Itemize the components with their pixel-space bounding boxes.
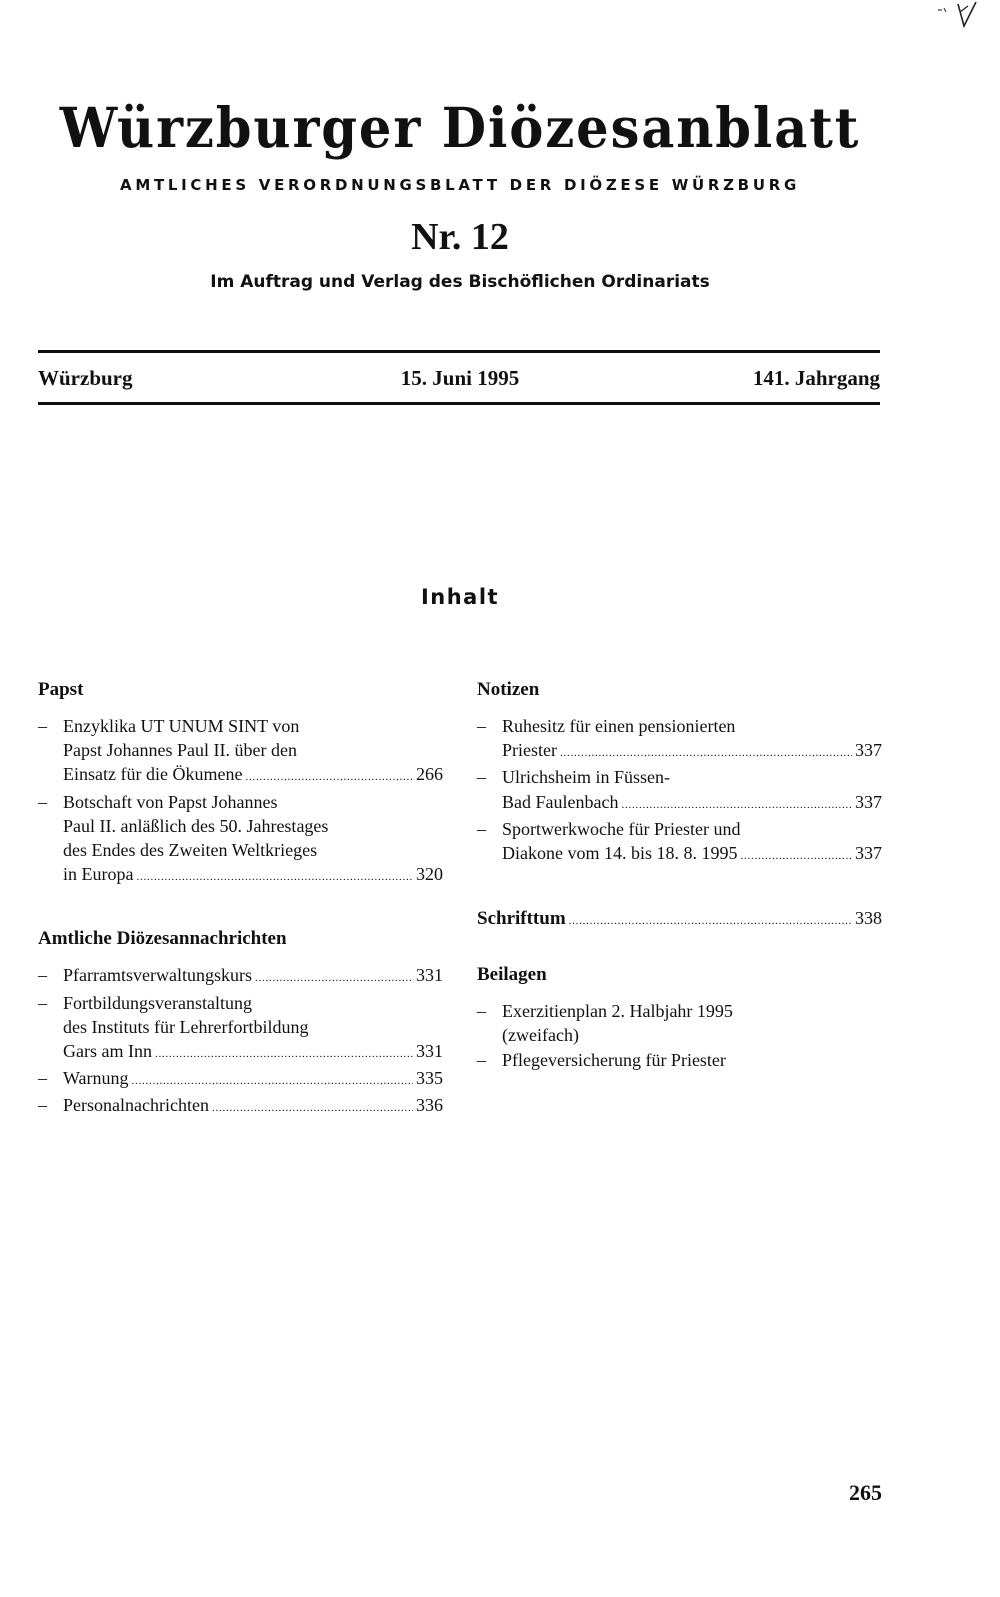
entry-page: 266 xyxy=(416,764,443,785)
issue-number: Nr. 12 xyxy=(411,216,509,258)
entry-page: 335 xyxy=(416,1068,443,1089)
entry-line: Ruhesitz für einen pensionierten xyxy=(502,716,736,736)
dateline-place: Würzburg xyxy=(38,366,133,390)
toc-entry xyxy=(38,991,443,1067)
page-number: 265 xyxy=(849,1480,882,1505)
section-beilagen-entries xyxy=(477,999,882,1072)
entry-line: Pflegeversicherung für Priester xyxy=(502,1049,726,1070)
entry-dash: – xyxy=(477,716,486,736)
toc-entry xyxy=(38,790,443,890)
entry-line: des Endes des Zweiten Weltkrieges xyxy=(63,840,318,861)
entry-dash: – xyxy=(38,1095,47,1116)
toc-entry xyxy=(38,963,443,990)
entry-dash: – xyxy=(38,992,47,1013)
entry-line: Einsatz für die Ökumene xyxy=(63,764,243,785)
dot-leader xyxy=(245,762,413,789)
entry-line: Warnung xyxy=(63,1068,129,1089)
dot-leader xyxy=(255,963,413,990)
entry-page: 336 xyxy=(416,1095,443,1116)
entry-dash: – xyxy=(477,1049,486,1070)
dot-leader xyxy=(560,738,852,765)
dot-leader xyxy=(212,1093,413,1120)
entry-dash: – xyxy=(477,818,486,839)
contents-heading: Inhalt xyxy=(420,585,500,609)
entry-line: Bad Faulenbach xyxy=(502,791,619,812)
entry-dash: – xyxy=(38,716,47,736)
section-notizen-entries xyxy=(477,714,882,868)
section-schrifttum xyxy=(477,906,882,933)
section-amtliche-entries xyxy=(38,963,443,1120)
entry-page: 337 xyxy=(855,791,882,812)
entry-line: Fortbildungsveranstaltung xyxy=(63,992,252,1013)
toc-entry xyxy=(477,714,882,765)
entry-line: Paul II. anläßlich des 50. Jahrestages xyxy=(63,815,329,836)
entry-page: 320 xyxy=(416,864,443,885)
publication-title: Würzburger Diözesanblatt xyxy=(59,95,861,160)
section-heading-beilagen: Beilagen xyxy=(477,964,547,986)
entry-line: Sportwerkwoche für Priester und xyxy=(502,818,741,839)
dot-leader xyxy=(621,790,852,817)
divider-bottom xyxy=(38,402,880,405)
entry-line: in Europa xyxy=(63,864,134,885)
entry-dash: – xyxy=(38,965,47,986)
dot-leader xyxy=(569,907,852,933)
toc-entry xyxy=(38,714,443,790)
toc-entry xyxy=(38,1066,443,1093)
section-heading-amtliche: Amtliche Diözesannachrichten xyxy=(38,928,287,950)
entry-dash: – xyxy=(38,791,47,812)
publisher-line: Im Auftrag und Verlag des Bischöflichen Ordinariats xyxy=(210,272,710,292)
section-heading-notizen: Notizen xyxy=(477,679,540,700)
dot-leader xyxy=(741,841,853,868)
entry-dash: – xyxy=(477,1001,486,1022)
dateline-date: 15. Juni 1995 xyxy=(400,366,520,390)
dot-leader xyxy=(136,862,413,889)
entry-line: Ulrichsheim in Füssen- xyxy=(502,767,670,788)
entry-line: Pfarramtsverwaltungskurs xyxy=(63,965,252,986)
entry-line: Priester xyxy=(502,740,557,761)
section-heading-papst: Papst xyxy=(38,679,84,700)
entry-line: des Instituts für Lehrerfortbildung xyxy=(63,1016,309,1037)
toc-entry xyxy=(477,765,882,816)
entry-dash: – xyxy=(477,767,486,788)
entry-line: Papst Johannes Paul II. über den xyxy=(63,740,297,761)
dot-leader xyxy=(155,1039,413,1066)
entry-line: Enzyklika UT UNUM SINT von xyxy=(63,716,300,736)
entry-page: 337 xyxy=(855,740,882,761)
toc-entry xyxy=(477,1048,882,1072)
contents-right-column xyxy=(477,678,882,1072)
entry-page: 331 xyxy=(416,965,443,986)
publication-subtitle: AMTLICHES VERORDNUNGSBLATT DER DIÖZESE WÜRZBURG xyxy=(120,176,800,194)
toc-entry xyxy=(38,1093,443,1120)
entry-line: Personalnachrichten xyxy=(63,1095,209,1116)
handwritten-mark xyxy=(930,0,990,30)
entry-page: 331 xyxy=(416,1041,443,1062)
entry-page: 338 xyxy=(855,908,882,929)
dot-leader xyxy=(132,1066,413,1093)
entry-line: (zweifach) xyxy=(502,1025,579,1046)
contents-left-column xyxy=(38,678,443,1121)
entry-line: Gars am Inn xyxy=(63,1041,152,1062)
divider-top xyxy=(38,350,880,353)
entry-line: Botschaft von Papst Johannes xyxy=(63,791,278,812)
entry-page: 337 xyxy=(855,843,882,864)
entry-line: Diakone vom 14. bis 18. 8. 1995 xyxy=(502,843,738,864)
toc-entry xyxy=(477,817,882,868)
section-papst-entries xyxy=(38,714,443,889)
entry-line: Exerzitienplan 2. Halbjahr 1995 xyxy=(502,1001,733,1022)
entry-dash: – xyxy=(38,1068,47,1089)
toc-entry xyxy=(477,999,882,1047)
section-heading-schrifttum: Schrifttum xyxy=(477,908,566,930)
dateline-volume: 141. Jahrgang xyxy=(752,366,880,390)
